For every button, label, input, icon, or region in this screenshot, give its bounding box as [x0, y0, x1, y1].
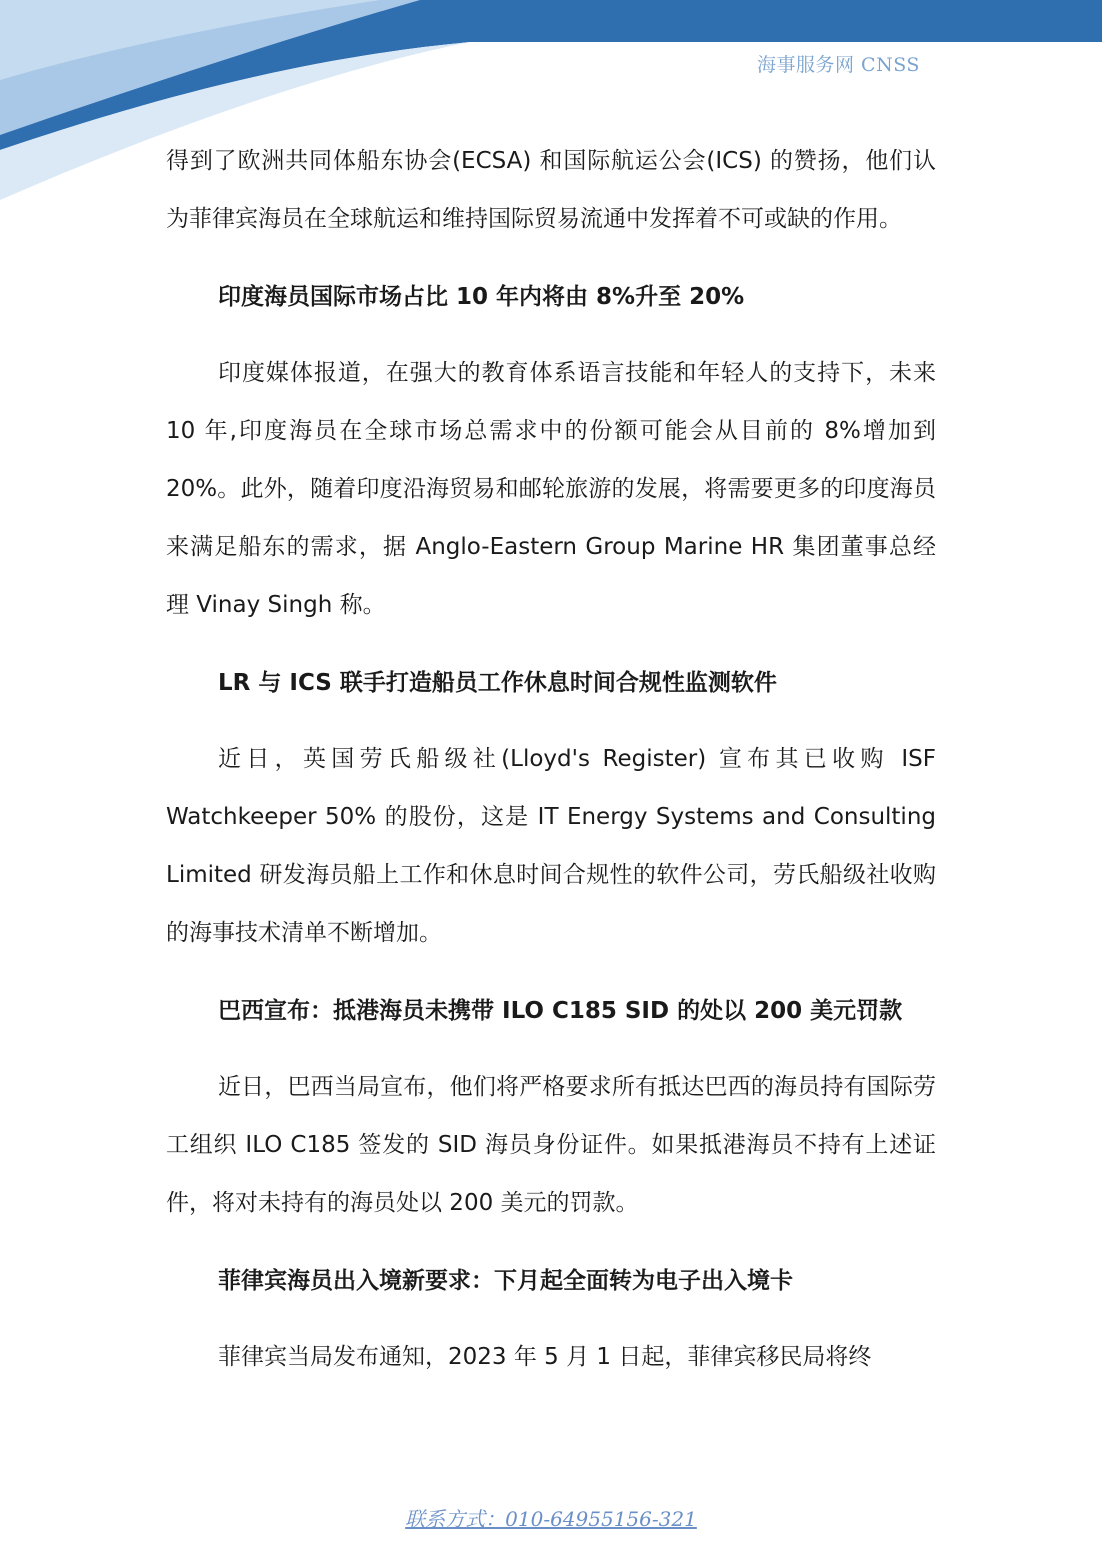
brand-label: 海事服务网 CNSS	[757, 54, 920, 76]
footer-contact-link[interactable]: 联系方式：010-64955156-321	[405, 1507, 697, 1531]
section-heading-brazil: 巴西宣布：抵港海员未携带 ILO C185 SID 的处以 200 美元罚款	[218, 998, 903, 1024]
paragraph-philippines: 菲律宾当局发布通知，2023 年 5 月 1 日起，菲律宾移民局将终	[218, 1344, 872, 1370]
article-body	[166, 132, 936, 1386]
paragraph-brazil: 近日，巴西当局宣布，他们将严格要求所有抵达巴西的海员持有国际劳工组织 ILO C185 签发的 SID 海员身份证件。如果抵港海员不持有上述证件，将对未持有的海员处以 200 美元的罚款。	[166, 1074, 936, 1216]
intro-paragraph: 得到了欧洲共同体船东协会(ECSA) 和国际航运公会(ICS) 的赞扬，他们认为菲律宾海员在全球航运和维持国际贸易流通中发挥着不可或缺的作用。	[166, 148, 936, 232]
paragraph-lr-ics: 近日，英国劳氏船级社(Lloyd's Register) 宣布其已收购 ISF Watchkeeper 50% 的股份，这是 IT Energy Systems and Consulting Limited 研发海员船上工作和休息时间合规性的软件公司，劳氏船级社收购的海事技术清单不断增加。	[166, 746, 936, 946]
section-heading-lr-ics: LR 与 ICS 联手打造船员工作休息时间合规性监测软件	[218, 670, 777, 696]
section-heading-india: 印度海员国际市场占比 10 年内将由 8%升至 20%	[218, 284, 745, 310]
paragraph-india: 印度媒体报道，在强大的教育体系语言技能和年轻人的支持下，未来 10 年,印度海员在全球市场总需求中的份额可能会从目前的 8%增加到 20%。此外，随着印度沿海贸易和邮轮旅游的发展，将需要更多的印度海员来满足船东的需求，据 Anglo-Eastern Group Marine HR 集团董事总经理 Vinay Singh 称。	[166, 360, 937, 618]
section-heading-philippines: 菲律宾海员出入境新要求：下月起全面转为电子出入境卡	[218, 1268, 793, 1294]
